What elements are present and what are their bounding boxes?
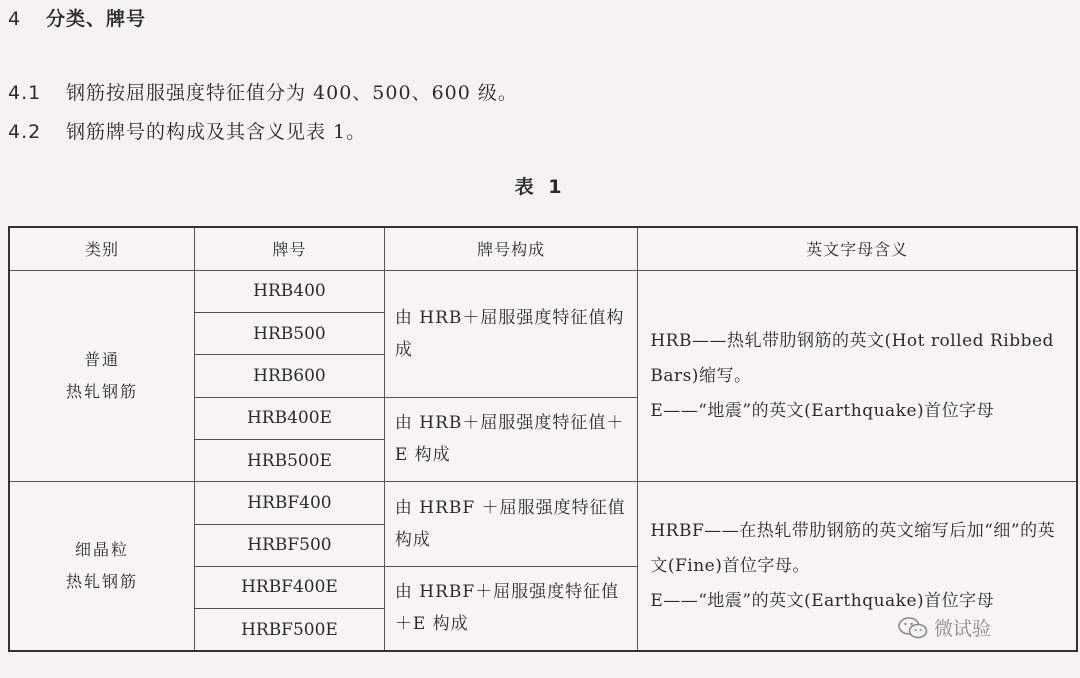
grade-cell: HRB600 bbox=[195, 355, 385, 397]
header-category: 类别 bbox=[9, 227, 195, 270]
wechat-icon bbox=[898, 616, 928, 640]
grade-table bbox=[8, 226, 1078, 652]
composition-cell: 由 HRB＋屈服强度特征值构成 bbox=[384, 270, 637, 397]
section-title: 分类、牌号 bbox=[46, 8, 147, 30]
clause-number: 4.1 bbox=[8, 82, 42, 104]
grade-cell: HRB500E bbox=[195, 439, 385, 481]
watermark bbox=[898, 614, 991, 641]
table-header-row bbox=[9, 227, 1077, 270]
grade-cell: HRB500 bbox=[195, 313, 385, 355]
clause-number: 4.2 bbox=[8, 121, 42, 143]
grade-cell: HRB400E bbox=[195, 397, 385, 439]
table-title: 表 1 bbox=[514, 176, 566, 198]
clause-4-2 bbox=[8, 117, 366, 144]
clause-4-1 bbox=[8, 78, 518, 105]
header-grade: 牌号 bbox=[195, 227, 385, 270]
section-number: 4 bbox=[8, 8, 22, 30]
grade-cell: HRBF500E bbox=[195, 609, 385, 651]
header-composition: 牌号构成 bbox=[384, 227, 637, 270]
grade-cell: HRBF400 bbox=[195, 482, 385, 524]
meaning-cell: HRB——热轧带肋钢筋的英文(Hot rolled Ribbed Bars)缩写。 E——“地震”的英文(Earthquake)首位字母 bbox=[638, 270, 1077, 481]
meaning-cell: HRBF——在热轧带肋钢筋的英文缩写后加“细”的英文(Fine)首位字母。 E——“地震”的英文(Earthquake)首位字母 bbox=[638, 482, 1077, 651]
section-heading bbox=[8, 4, 146, 31]
composition-cell: 由 HRBF ＋屈服强度特征值构成 bbox=[384, 482, 637, 567]
grade-cell: HRB400 bbox=[195, 270, 385, 312]
header-meaning: 英文字母含义 bbox=[638, 227, 1077, 270]
table-row bbox=[9, 270, 1077, 312]
composition-cell: 由 HRB＋屈服强度特征值＋E 构成 bbox=[384, 397, 637, 482]
clause-text: 钢筋按屈服强度特征值分为 400、500、600 级。 bbox=[66, 82, 518, 104]
composition-cell: 由 HRBF＋屈服强度特征值＋E 构成 bbox=[384, 566, 637, 651]
table-row bbox=[9, 482, 1077, 524]
clause-text: 钢筋牌号的构成及其含义见表 1。 bbox=[66, 121, 367, 143]
grade-cell: HRBF500 bbox=[195, 524, 385, 566]
watermark-text: 微试验 bbox=[934, 618, 992, 640]
category-fine-grain: 细晶粒 热轧钢筋 bbox=[9, 482, 195, 651]
category-ordinary: 普通 热轧钢筋 bbox=[9, 270, 195, 481]
grade-cell: HRBF400E bbox=[195, 566, 385, 608]
